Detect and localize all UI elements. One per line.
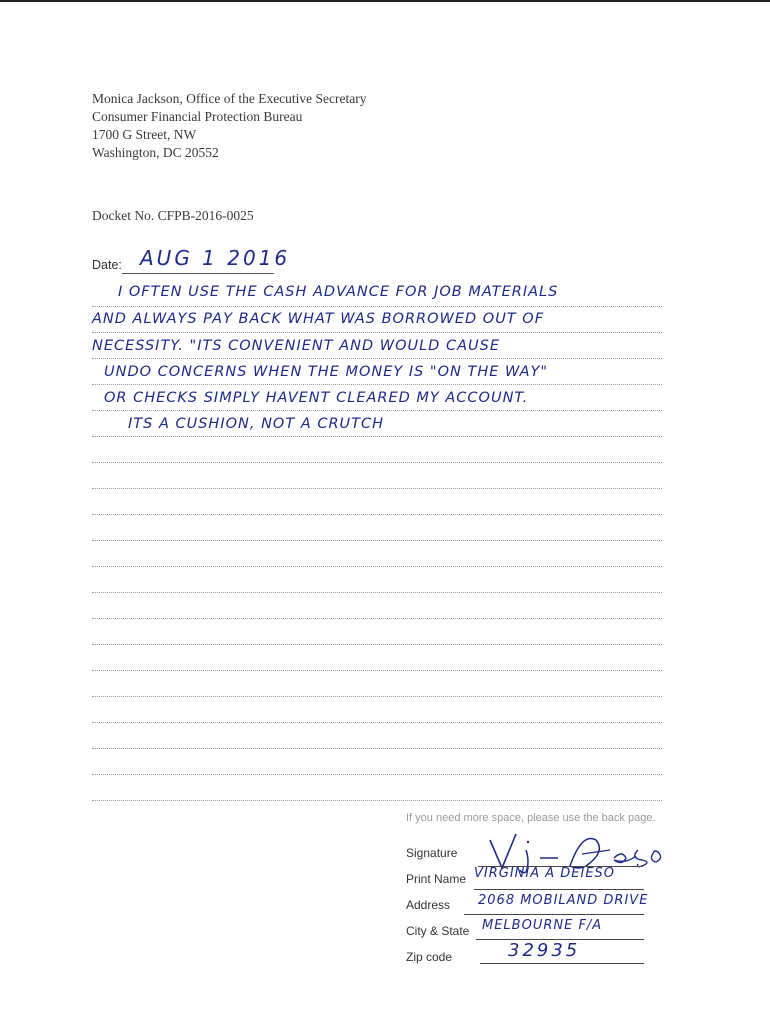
- comment-line-3: NECESSITY. "ITS CONVENIENT AND WOULD CAUSE: [92, 338, 500, 354]
- recipient-address: [92, 90, 367, 162]
- comment-rule: [92, 670, 662, 671]
- address-value: 2068 MOBILAND DRIVE: [478, 893, 649, 908]
- zip-line: [480, 963, 644, 964]
- date-line: [122, 273, 274, 274]
- date-value: AUG 1 2016: [140, 246, 291, 270]
- comment-rule: [92, 410, 662, 411]
- city-state-label: City & State: [406, 924, 470, 938]
- address-line-1: Monica Jackson, Office of the Executive Secretary: [92, 91, 367, 106]
- address-line-3: 1700 G Street, NW: [92, 127, 197, 142]
- comment-line-5: OR CHECKS SIMPLY HAVENT CLEARED MY ACCOUNT.: [104, 390, 529, 406]
- comment-line-1: I OFTEN USE THE CASH ADVANCE FOR JOB MATERIALS: [118, 284, 559, 300]
- comment-rule: [92, 462, 662, 463]
- comment-rule: [92, 592, 662, 593]
- date-label: Date:: [92, 258, 122, 272]
- comment-rule: [92, 332, 662, 333]
- comment-rule: [92, 358, 662, 359]
- address-label: Address: [406, 898, 451, 912]
- zip-label: Zip code: [406, 950, 453, 964]
- print-name-label: Print Name: [406, 872, 467, 886]
- zip-value: 32935: [508, 940, 581, 961]
- address-line-4: Washington, DC 20552: [92, 145, 219, 160]
- back-page-note: If you need more space, please use the back page.: [406, 812, 656, 824]
- comment-rule: [92, 306, 662, 307]
- comment-rule: [92, 514, 662, 515]
- comment-rule: [92, 618, 662, 619]
- print-name-line: [474, 889, 644, 890]
- comment-rule: [92, 774, 662, 775]
- comment-rule: [92, 644, 662, 645]
- city-state-value: MELBOURNE F/A: [482, 918, 603, 933]
- address-line-2: Consumer Financial Protection Bureau: [92, 109, 303, 124]
- comment-rule: [92, 696, 662, 697]
- comment-rule: [92, 722, 662, 723]
- comment-rule: [92, 488, 662, 489]
- print-name-value: VIRGINIA A DEIESO: [474, 866, 616, 881]
- docket-number: Docket No. CFPB-2016-0025: [92, 208, 254, 223]
- comment-line-2: AND ALWAYS PAY BACK WHAT WAS BORROWED OUT OF: [92, 311, 545, 327]
- address-line: [464, 914, 644, 915]
- comment-rule: [92, 748, 662, 749]
- comment-rule: [92, 566, 662, 567]
- signature-label: Signature: [406, 846, 458, 860]
- comment-rule: [92, 800, 662, 801]
- comment-rule: [92, 540, 662, 541]
- comment-rule: [92, 384, 662, 385]
- page-top-edge: [0, 0, 770, 2]
- comment-line-6: ITS A CUSHION, NOT A CRUTCH: [128, 416, 385, 432]
- comment-line-4: UNDO CONCERNS WHEN THE MONEY IS "ON THE WAY": [104, 364, 549, 380]
- comment-rule: [92, 436, 662, 437]
